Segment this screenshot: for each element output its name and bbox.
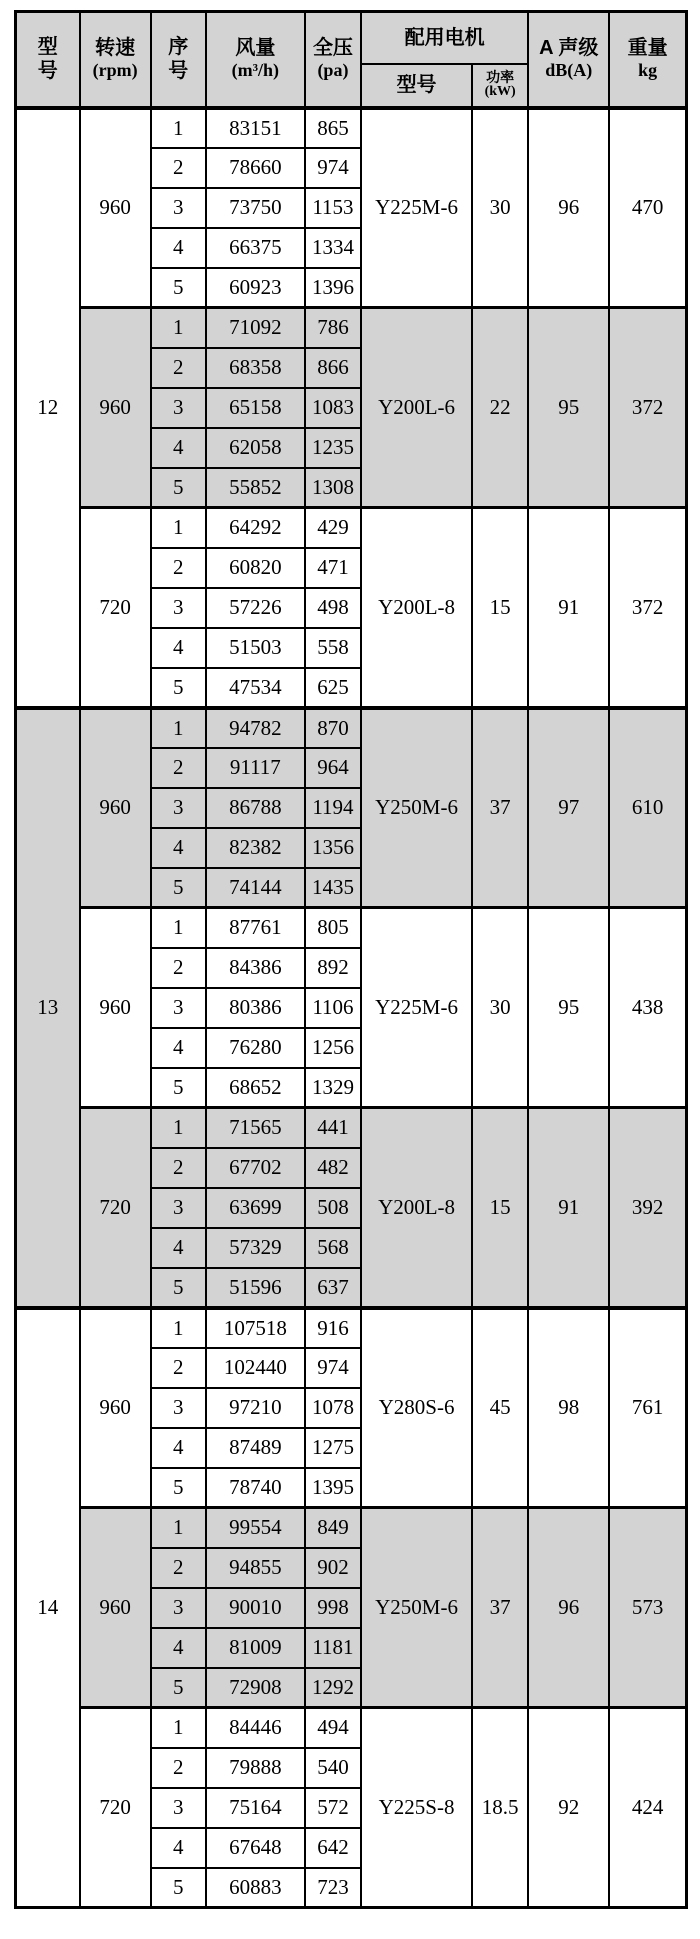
motor-model-cell: Y200L-8 xyxy=(361,1108,472,1308)
header-speed-unit: (rpm) xyxy=(92,60,138,81)
power-cell: 30 xyxy=(472,108,528,308)
serial-cell: 3 xyxy=(151,388,206,428)
power-cell: 45 xyxy=(472,1308,528,1508)
flow-cell: 57329 xyxy=(206,1228,305,1268)
serial-cell: 3 xyxy=(151,1188,206,1228)
noise-cell: 91 xyxy=(528,508,609,708)
header-noise-unit: dB(A) xyxy=(545,60,593,81)
pressure-cell: 1083 xyxy=(305,388,361,428)
spec-row xyxy=(16,708,687,748)
pressure-cell: 572 xyxy=(305,1788,361,1828)
table-body xyxy=(16,108,687,1908)
flow-cell: 84386 xyxy=(206,948,305,988)
motor-model-cell: Y250M-6 xyxy=(361,708,472,908)
flow-cell: 76280 xyxy=(206,1028,305,1068)
flow-cell: 78660 xyxy=(206,148,305,188)
header-flow-label: 风量 xyxy=(235,37,276,60)
rpm-cell: 720 xyxy=(80,1108,151,1308)
weight-cell: 392 xyxy=(609,1108,686,1308)
serial-cell: 5 xyxy=(151,1668,206,1708)
table-header xyxy=(16,12,687,108)
serial-cell: 2 xyxy=(151,1548,206,1588)
header-flow-col xyxy=(206,12,305,108)
header-speed-label: 转速 xyxy=(95,37,136,60)
pressure-cell: 1194 xyxy=(305,788,361,828)
header-power-unit: (kW) xyxy=(484,84,516,99)
serial-cell: 4 xyxy=(151,1828,206,1868)
serial-cell: 1 xyxy=(151,1508,206,1548)
serial-cell: 5 xyxy=(151,1868,206,1908)
header-weight-unit: kg xyxy=(638,60,658,81)
weight-cell: 573 xyxy=(609,1508,686,1708)
pressure-cell: 498 xyxy=(305,588,361,628)
header-noise-label: A 声级 xyxy=(539,37,599,60)
pressure-cell: 1395 xyxy=(305,1468,361,1508)
flow-cell: 86788 xyxy=(206,788,305,828)
serial-cell: 2 xyxy=(151,1348,206,1388)
serial-cell: 1 xyxy=(151,708,206,748)
flow-cell: 87489 xyxy=(206,1428,305,1468)
flow-cell: 82382 xyxy=(206,828,305,868)
pressure-cell: 1329 xyxy=(305,1068,361,1108)
pressure-cell: 998 xyxy=(305,1588,361,1628)
pressure-cell: 805 xyxy=(305,908,361,948)
serial-cell: 4 xyxy=(151,1428,206,1468)
flow-cell: 81009 xyxy=(206,1628,305,1668)
pressure-cell: 540 xyxy=(305,1748,361,1788)
noise-cell: 96 xyxy=(528,108,609,308)
serial-cell: 5 xyxy=(151,868,206,908)
serial-cell: 5 xyxy=(151,1468,206,1508)
serial-cell: 5 xyxy=(151,668,206,708)
pressure-cell: 866 xyxy=(305,348,361,388)
pressure-cell: 1292 xyxy=(305,1668,361,1708)
flow-cell: 94782 xyxy=(206,708,305,748)
pressure-cell: 1275 xyxy=(305,1428,361,1468)
flow-cell: 55852 xyxy=(206,468,305,508)
header-motor-group: 配用电机 xyxy=(361,12,528,64)
header-serial-line1: 序 xyxy=(168,36,189,59)
noise-cell: 91 xyxy=(528,1108,609,1308)
serial-cell: 4 xyxy=(151,1228,206,1268)
pressure-cell: 1356 xyxy=(305,828,361,868)
flow-cell: 68652 xyxy=(206,1068,305,1108)
weight-cell: 761 xyxy=(609,1308,686,1508)
power-cell: 15 xyxy=(472,508,528,708)
motor-model-cell: Y280S-6 xyxy=(361,1308,472,1508)
header-model-col xyxy=(16,12,80,108)
pressure-cell: 441 xyxy=(305,1108,361,1148)
rpm-cell: 960 xyxy=(80,1308,151,1508)
model-cell: 14 xyxy=(16,1308,80,1908)
motor-model-cell: Y200L-8 xyxy=(361,508,472,708)
power-cell: 15 xyxy=(472,1108,528,1308)
pressure-cell: 1334 xyxy=(305,228,361,268)
power-cell: 37 xyxy=(472,708,528,908)
pressure-cell: 974 xyxy=(305,1348,361,1388)
header-flow-unit: (m³/h) xyxy=(231,60,280,81)
spec-row xyxy=(16,908,687,948)
flow-cell: 99554 xyxy=(206,1508,305,1548)
header-serial-col xyxy=(151,12,206,108)
serial-cell: 5 xyxy=(151,268,206,308)
pressure-cell: 637 xyxy=(305,1268,361,1308)
flow-cell: 57226 xyxy=(206,588,305,628)
serial-cell: 4 xyxy=(151,228,206,268)
pressure-cell: 974 xyxy=(305,148,361,188)
flow-cell: 68358 xyxy=(206,348,305,388)
pressure-cell: 870 xyxy=(305,708,361,748)
header-power-label: 功率 xyxy=(486,69,515,86)
serial-cell: 4 xyxy=(151,1628,206,1668)
pressure-cell: 1235 xyxy=(305,428,361,468)
model-cell: 12 xyxy=(16,108,80,708)
pressure-cell: 1078 xyxy=(305,1388,361,1428)
spec-row xyxy=(16,508,687,548)
header-row-1 xyxy=(16,12,687,64)
serial-cell: 3 xyxy=(151,1388,206,1428)
pressure-cell: 568 xyxy=(305,1228,361,1268)
motor-model-cell: Y225M-6 xyxy=(361,108,472,308)
noise-cell: 97 xyxy=(528,708,609,908)
header-power-col xyxy=(472,64,528,108)
flow-cell: 64292 xyxy=(206,508,305,548)
fan-spec-table xyxy=(14,10,688,1909)
serial-cell: 3 xyxy=(151,588,206,628)
flow-cell: 51596 xyxy=(206,1268,305,1308)
weight-cell: 438 xyxy=(609,908,686,1108)
flow-cell: 60820 xyxy=(206,548,305,588)
pressure-cell: 1153 xyxy=(305,188,361,228)
pressure-cell: 429 xyxy=(305,508,361,548)
serial-cell: 5 xyxy=(151,468,206,508)
serial-cell: 5 xyxy=(151,1268,206,1308)
serial-cell: 4 xyxy=(151,1028,206,1068)
flow-cell: 66375 xyxy=(206,228,305,268)
flow-cell: 102440 xyxy=(206,1348,305,1388)
model-cell: 13 xyxy=(16,708,80,1308)
flow-cell: 63699 xyxy=(206,1188,305,1228)
header-motor-model-col: 型号 xyxy=(361,64,472,108)
flow-cell: 74144 xyxy=(206,868,305,908)
power-cell: 18.5 xyxy=(472,1708,528,1908)
weight-cell: 424 xyxy=(609,1708,686,1908)
power-cell: 22 xyxy=(472,308,528,508)
weight-cell: 372 xyxy=(609,508,686,708)
pressure-cell: 1181 xyxy=(305,1628,361,1668)
rpm-cell: 720 xyxy=(80,1708,151,1908)
pressure-cell: 494 xyxy=(305,1708,361,1748)
noise-cell: 95 xyxy=(528,908,609,1108)
spec-row xyxy=(16,108,687,148)
serial-cell: 1 xyxy=(151,308,206,348)
serial-cell: 1 xyxy=(151,1708,206,1748)
pressure-cell: 849 xyxy=(305,1508,361,1548)
pressure-cell: 865 xyxy=(305,108,361,148)
rpm-cell: 960 xyxy=(80,108,151,308)
serial-cell: 3 xyxy=(151,188,206,228)
noise-cell: 92 xyxy=(528,1708,609,1908)
pressure-cell: 916 xyxy=(305,1308,361,1348)
pressure-cell: 964 xyxy=(305,748,361,788)
rpm-cell: 960 xyxy=(80,908,151,1108)
header-weight-col xyxy=(609,12,686,108)
serial-cell: 1 xyxy=(151,1108,206,1148)
flow-cell: 67648 xyxy=(206,1828,305,1868)
serial-cell: 2 xyxy=(151,148,206,188)
pressure-cell: 508 xyxy=(305,1188,361,1228)
pressure-cell: 1256 xyxy=(305,1028,361,1068)
serial-cell: 1 xyxy=(151,508,206,548)
pressure-cell: 482 xyxy=(305,1148,361,1188)
flow-cell: 94855 xyxy=(206,1548,305,1588)
flow-cell: 87761 xyxy=(206,908,305,948)
flow-cell: 84446 xyxy=(206,1708,305,1748)
flow-cell: 97210 xyxy=(206,1388,305,1428)
motor-model-cell: Y225M-6 xyxy=(361,908,472,1108)
header-model-line1: 型 xyxy=(37,36,58,59)
pressure-cell: 625 xyxy=(305,668,361,708)
flow-cell: 62058 xyxy=(206,428,305,468)
serial-cell: 3 xyxy=(151,788,206,828)
flow-cell: 71565 xyxy=(206,1108,305,1148)
flow-cell: 83151 xyxy=(206,108,305,148)
serial-cell: 2 xyxy=(151,1748,206,1788)
serial-cell: 1 xyxy=(151,908,206,948)
flow-cell: 47534 xyxy=(206,668,305,708)
power-cell: 30 xyxy=(472,908,528,1108)
flow-cell: 60883 xyxy=(206,1868,305,1908)
power-cell: 37 xyxy=(472,1508,528,1708)
serial-cell: 3 xyxy=(151,1588,206,1628)
noise-cell: 96 xyxy=(528,1508,609,1708)
serial-cell: 1 xyxy=(151,108,206,148)
pressure-cell: 558 xyxy=(305,628,361,668)
flow-cell: 60923 xyxy=(206,268,305,308)
motor-model-cell: Y250M-6 xyxy=(361,1508,472,1708)
flow-cell: 78740 xyxy=(206,1468,305,1508)
rpm-cell: 720 xyxy=(80,508,151,708)
serial-cell: 1 xyxy=(151,1308,206,1348)
motor-model-cell: Y225S-8 xyxy=(361,1708,472,1908)
weight-cell: 372 xyxy=(609,308,686,508)
pressure-cell: 1106 xyxy=(305,988,361,1028)
flow-cell: 75164 xyxy=(206,1788,305,1828)
spec-row xyxy=(16,1108,687,1148)
pressure-cell: 642 xyxy=(305,1828,361,1868)
rpm-cell: 960 xyxy=(80,308,151,508)
spec-row xyxy=(16,1508,687,1548)
weight-cell: 470 xyxy=(609,108,686,308)
flow-cell: 91117 xyxy=(206,748,305,788)
spec-row xyxy=(16,1708,687,1748)
flow-cell: 80386 xyxy=(206,988,305,1028)
rpm-cell: 960 xyxy=(80,1508,151,1708)
serial-cell: 3 xyxy=(151,988,206,1028)
header-pressure-col xyxy=(305,12,361,108)
weight-cell: 610 xyxy=(609,708,686,908)
header-model-line2: 号 xyxy=(37,60,58,83)
pressure-cell: 1308 xyxy=(305,468,361,508)
noise-cell: 95 xyxy=(528,308,609,508)
header-pressure-label: 全压 xyxy=(312,37,353,60)
header-serial-line2: 号 xyxy=(168,60,189,83)
serial-cell: 2 xyxy=(151,348,206,388)
flow-cell: 67702 xyxy=(206,1148,305,1188)
serial-cell: 2 xyxy=(151,548,206,588)
serial-cell: 5 xyxy=(151,1068,206,1108)
flow-cell: 90010 xyxy=(206,1588,305,1628)
flow-cell: 79888 xyxy=(206,1748,305,1788)
flow-cell: 65158 xyxy=(206,388,305,428)
header-pressure-unit: (pa) xyxy=(317,60,349,81)
pressure-cell: 1396 xyxy=(305,268,361,308)
header-weight-label: 重量 xyxy=(627,37,668,60)
pressure-cell: 902 xyxy=(305,1548,361,1588)
pressure-cell: 892 xyxy=(305,948,361,988)
header-noise-col xyxy=(528,12,609,108)
pressure-cell: 1435 xyxy=(305,868,361,908)
serial-cell: 2 xyxy=(151,1148,206,1188)
noise-cell: 98 xyxy=(528,1308,609,1508)
flow-cell: 51503 xyxy=(206,628,305,668)
serial-cell: 4 xyxy=(151,828,206,868)
spec-row xyxy=(16,308,687,348)
motor-model-cell: Y200L-6 xyxy=(361,308,472,508)
rpm-cell: 960 xyxy=(80,708,151,908)
serial-cell: 4 xyxy=(151,428,206,468)
spec-row xyxy=(16,1308,687,1348)
flow-cell: 72908 xyxy=(206,1668,305,1708)
flow-cell: 107518 xyxy=(206,1308,305,1348)
pressure-cell: 723 xyxy=(305,1868,361,1908)
header-speed-col xyxy=(80,12,151,108)
flow-cell: 73750 xyxy=(206,188,305,228)
pressure-cell: 471 xyxy=(305,548,361,588)
flow-cell: 71092 xyxy=(206,308,305,348)
serial-cell: 2 xyxy=(151,948,206,988)
serial-cell: 3 xyxy=(151,1788,206,1828)
pressure-cell: 786 xyxy=(305,308,361,348)
serial-cell: 4 xyxy=(151,628,206,668)
serial-cell: 2 xyxy=(151,748,206,788)
